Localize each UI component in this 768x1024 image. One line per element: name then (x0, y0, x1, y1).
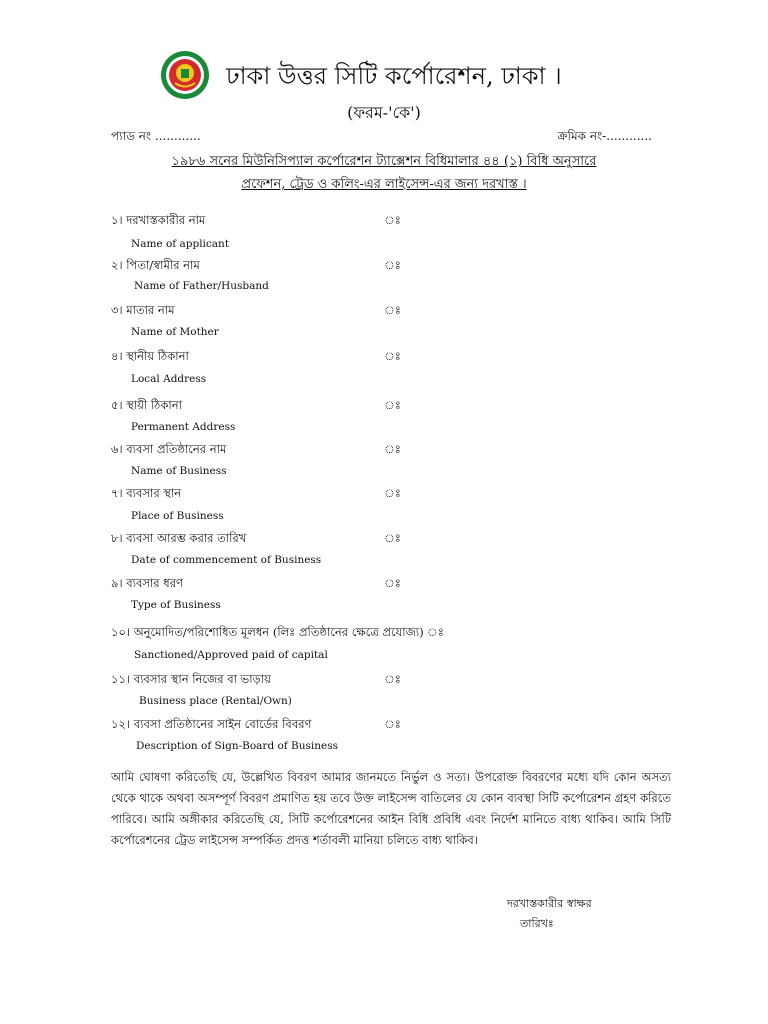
field-label-en: Sanctioned/Approved paid of capital (134, 649, 328, 661)
subject-line-2: প্রফেশন, ট্রেড ও কলিং-এর লাইসেন্স-এর জন্য দরখাস্ত । (241, 177, 527, 192)
field-label-bn: ২। পিতা/স্বামীর নাম (111, 258, 200, 272)
field-label-bn: ১২। ব্যবসা প্রতিষ্ঠানের সাইন বোর্ডের বিবরণ (111, 717, 312, 731)
field-colon: ঃ (384, 672, 401, 686)
field-label-en: Name of Business (131, 465, 227, 477)
dncc-logo (160, 50, 210, 100)
field-colon: ঃ (384, 213, 401, 227)
field-label-bn: ৮। ব্যবসা আরম্ভ করার তারিখ (111, 531, 247, 545)
field-colon: ঃ (384, 303, 401, 317)
field-label-bn: ১। দরখাস্তকারীর নাম (111, 213, 206, 227)
serial-number: ক্রমিক নং-............ (557, 129, 652, 143)
applicant-signature-label: দরখাস্তকারীর স্বাক্ষর (507, 897, 592, 910)
field-colon: ঃ (384, 486, 401, 500)
field-label-bn: ১০। অনুমোদিত/পরিশোধিত মূলধন (লিঃ প্রতিষ্ঠানের ক্ষেত্রে প্রযোজ্য) ঃ (111, 625, 444, 639)
field-label-bn: ৭। ব্যবসার স্থান (111, 486, 182, 500)
subject-line-1: ১৯৮৬ সনের মিউনিসিপ্যাল কর্পোরেশন ট্যাক্সেশন বিধিমালার ৪৪ (১) বিধি অনুসারে (171, 154, 597, 169)
field-label-bn: ৯। ব্যবসার ধরণ (111, 576, 184, 590)
field-colon: ঃ (384, 717, 401, 731)
field-label-en: Name of Father/Husband (134, 280, 269, 292)
pad-number: প্যাড নং ............ (111, 129, 201, 143)
field-label-en: Place of Business (131, 510, 224, 522)
date-label: তারিখঃ (520, 917, 554, 930)
declaration-text: আমি ঘোষণা করিতেছি যে, উল্লেখিত বিবরণ আমার জানমতে নির্ভুল ও সত্য। উপরোক্ত বিবরণের মধ্যে যদি কোন অসত্য থেকে থাকে অথবা অসম্পূর্ণ বিবরণ প্রমাণিত হয় তবে উক্ত লাইসেন্স বাতিলের যে কোন ব্যবস্থা সিটি কর্পোরেশন গ্রহণ করিতে পারিবে। আমি অঙ্গীকার করিতেছি যে, সিটি কর্পোরেশনের আইন বিধি প্রবিধি এবং নির্দেশ মানিতে বাধ্য থাকিব। আমি সিটি কর্পোরেশনের ট্রেড লাইসেন্স সম্পর্কিত প্রদত্ত শর্তাবলী মানিয়া চলিতে বাধ্য থাকিব। (111, 770, 671, 847)
field-colon: ঃ (384, 349, 401, 363)
field-label-bn: ৬। ব্যবসা প্রতিষ্ঠানের নাম (111, 442, 227, 456)
field-label-en: Permanent Address (131, 421, 236, 433)
field-label-en: Business place (Rental/Own) (139, 695, 292, 707)
organization-title: ঢাকা উত্তর সিটি কর্পোরেশন, ঢাকা । (226, 62, 562, 90)
field-label-en: Name of Mother (131, 326, 219, 338)
field-colon: ঃ (384, 398, 401, 412)
field-label-en: Date of commencement of Business (131, 554, 322, 566)
field-colon: ঃ (384, 576, 401, 590)
field-label-bn: ১১। ব্যবসার স্থান নিজের বা ভাড়ায় (111, 672, 271, 686)
field-label-bn: ৫। স্থায়ী ঠিকানা (111, 398, 182, 412)
field-colon: ঃ (384, 442, 401, 456)
dncc-logo-icon (160, 50, 210, 100)
field-colon: ঃ (384, 531, 401, 545)
field-label-bn: ৪। স্থানীয় ঠিকানা (111, 349, 189, 363)
form-header (0, 42, 768, 102)
field-label-en: Type of Business (131, 599, 221, 611)
field-label-bn: ৩। মাতার নাম (111, 303, 175, 317)
field-label-en: Name of applicant (131, 238, 230, 250)
field-colon: ঃ (384, 258, 401, 272)
field-label-en: Local Address (131, 373, 207, 385)
form-tag: (ফরম-'কে') (347, 103, 421, 122)
field-label-en: Description of Sign-Board of Business (136, 740, 339, 752)
